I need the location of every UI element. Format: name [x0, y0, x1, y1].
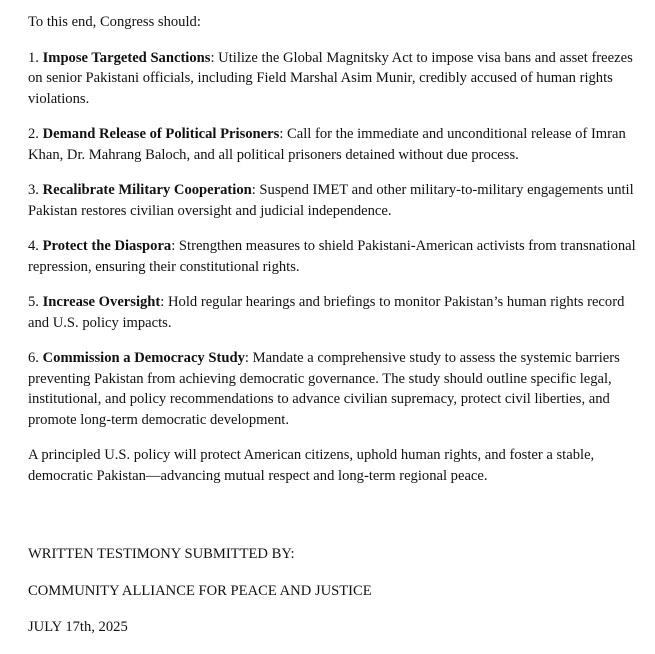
recommendation-2	[28, 124, 640, 165]
recommendation-body: : Strengthen measures to shield Pakistani-American activists from transnational repression, ensuring their constitutional rights.	[28, 238, 636, 275]
recommendation-number: 3.	[28, 182, 39, 198]
intro-paragraph: To this end, Congress should:	[28, 14, 201, 30]
recommendation-body: : Suspend IMET and other military-to-military engagements until Pakistan restores civilian oversight and judicial independence.	[28, 182, 634, 219]
recommendation-number: 2.	[28, 126, 39, 142]
testimony-date: JULY 17th, 2025	[28, 619, 128, 635]
submitted-by-line: WRITTEN TESTIMONY SUBMITTED BY:	[28, 546, 295, 562]
recommendation-3	[28, 180, 640, 221]
recommendation-body: : Utilize the Global Magnitsky Act to impose visa bans and asset freezes on senior Pakistani officials, including Field Marshal Asim Munir, credibly accused of human rights violations.	[28, 49, 633, 107]
recommendation-title: Demand Release of Political Prisoners	[42, 126, 280, 142]
recommendation-title: Commission a Democracy Study	[42, 350, 245, 366]
recommendation-body: : Mandate a comprehensive study to assess the systemic barriers preventing Pakistan from achieving democratic governance. The study should outline specific legal, institutional, and policy recommendations to advance civilian supremacy, protect civil liberties, and promote long-term democratic development.	[28, 350, 620, 428]
recommendation-number: 5.	[28, 294, 39, 310]
recommendation-1	[28, 48, 640, 110]
organization-name: COMMUNITY ALLIANCE FOR PEACE AND JUSTICE	[28, 582, 372, 599]
closing-paragraph: A principled U.S. policy will protect American citizens, uphold human rights, and foster a stable, democratic Pakistan—advancing mutual respect and long-term regional peace.	[28, 447, 595, 484]
recommendation-number: 6.	[28, 350, 39, 366]
recommendation-number: 4.	[28, 238, 39, 254]
recommendation-title: Protect the Diaspora	[42, 238, 172, 254]
recommendation-4	[28, 236, 640, 277]
signature-block	[28, 544, 640, 654]
recommendation-body: : Call for the immediate and unconditional release of Imran Khan, Dr. Mahrang Baloch, and all political prisoners detained without due process.	[28, 126, 626, 163]
document-body	[28, 12, 640, 501]
recommendation-6	[28, 348, 640, 430]
recommendation-5	[28, 292, 640, 333]
recommendation-title: Increase Oversight	[42, 294, 161, 310]
recommendation-title: Impose Targeted Sanctions	[42, 49, 211, 66]
recommendation-number: 1.	[28, 49, 39, 66]
recommendation-title: Recalibrate Military Cooperation	[42, 182, 252, 198]
recommendation-body: : Hold regular hearings and briefings to monitor Pakistan’s human rights record and U.S. policy impacts.	[28, 294, 625, 331]
